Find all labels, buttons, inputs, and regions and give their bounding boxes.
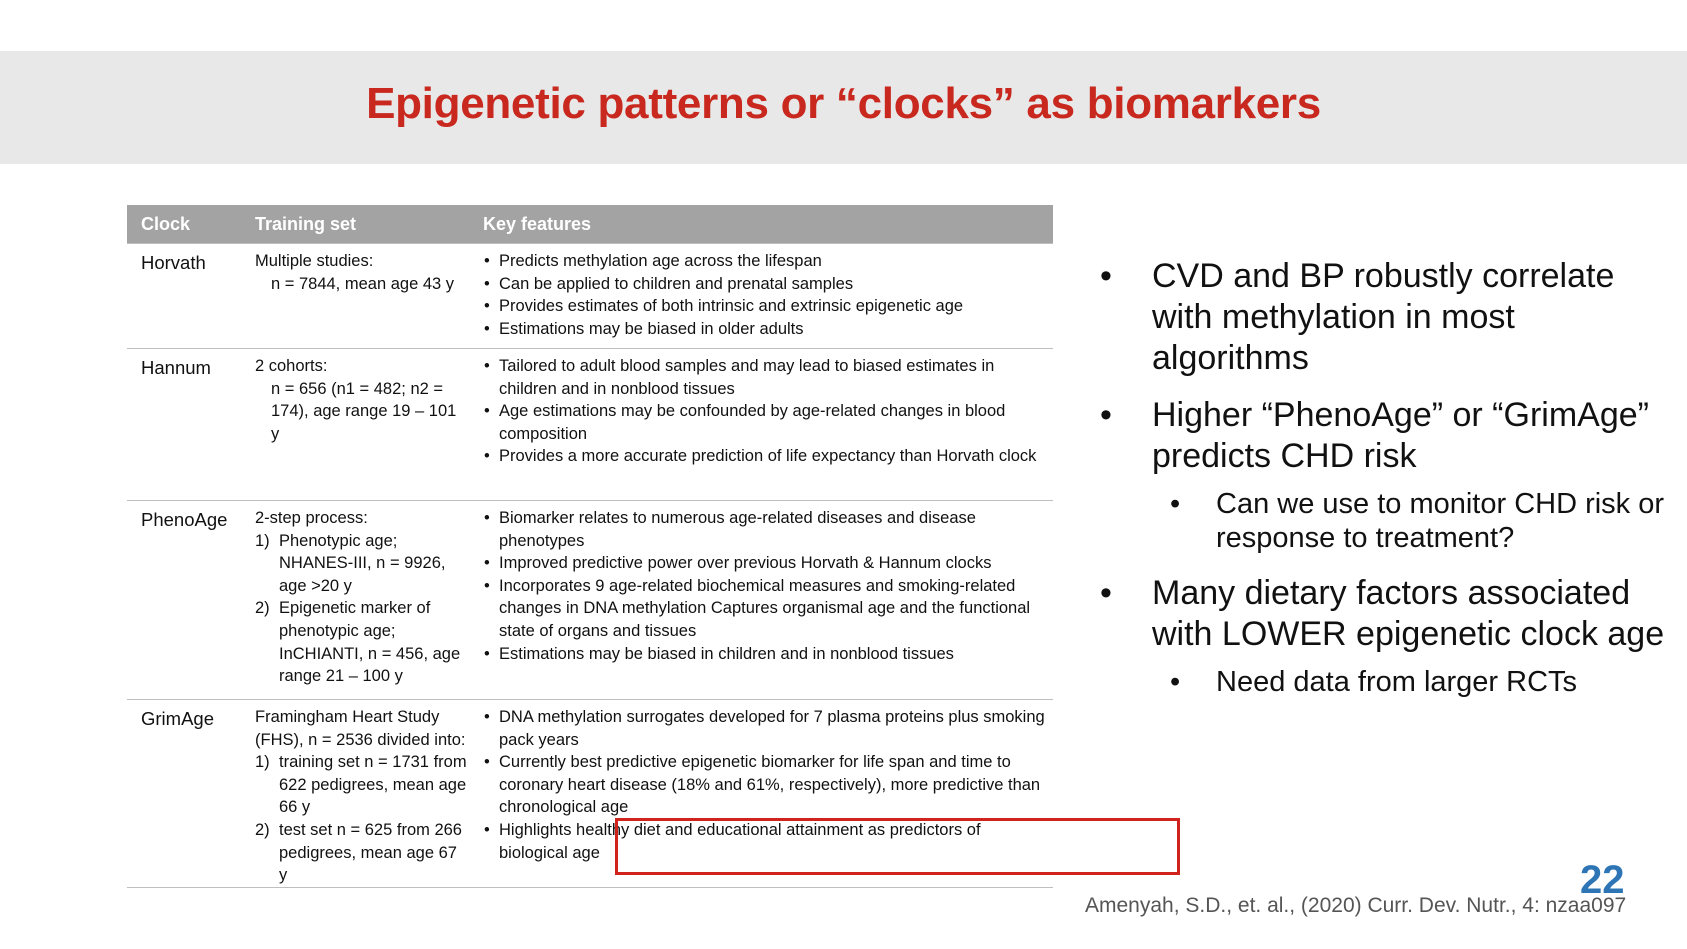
clock-name: Horvath	[127, 244, 241, 349]
clock-table-container	[127, 205, 1053, 885]
sub-bullet-item: • Can we use to monitor CHD risk or response to treatment?	[1100, 487, 1680, 555]
table-header-row	[127, 205, 1053, 244]
training-line: Multiple studies:	[255, 252, 374, 270]
step-number: 1)	[255, 531, 270, 550]
table-row-horvath	[127, 244, 1053, 349]
feature-item: • Provides a more accurate prediction of life expectancy than Horvath clock	[483, 445, 1053, 468]
slide-title: Epigenetic patterns or “clocks” as biomarkers	[366, 79, 1321, 128]
bullet-item: • Higher “PhenoAge” or “GrimAge” predicts CHD risk	[1100, 395, 1680, 477]
step-number: 2)	[255, 820, 270, 839]
training-line: 2 cohorts:	[255, 357, 328, 375]
feature-item-highlighted: • Highlights healthy diet and educational attainment as predictors of biological age	[483, 819, 1053, 864]
step-text: training set n = 1731 from 622 pedigrees, mean age 66 y	[279, 753, 467, 817]
table-row-hannum	[127, 349, 1053, 501]
step-text: Phenotypic age; NHANES-III, n = 9926, age >20 y	[279, 531, 446, 595]
citation: Amenyah, S.D., et. al., (2020) Curr. Dev. Nutr., 4: nzaa097	[1085, 894, 1627, 917]
training-set-cell	[241, 244, 469, 349]
bullet-list	[1100, 256, 1680, 717]
page-number: 22	[1580, 858, 1625, 902]
training-line: 174), age range 19 – 101 y	[271, 402, 457, 443]
feature-item: • Improved predictive power over previous Horvath & Hannum clocks	[483, 552, 1053, 575]
feature-item: • Predicts methylation age across the lifespan	[483, 250, 1053, 273]
training-step	[255, 819, 469, 887]
feature-item: • Age estimations may be confounded by age-related changes in blood composition	[483, 400, 1053, 445]
clock-name: PhenoAge	[127, 501, 241, 700]
training-line: 2-step process:	[255, 509, 368, 527]
training-step	[255, 530, 469, 598]
sub-bullet-item: • Need data from larger RCTs	[1100, 665, 1680, 699]
clock-name: Hannum	[127, 349, 241, 501]
header-key-features: Key features	[469, 205, 1053, 244]
table-row-phenoage	[127, 501, 1053, 700]
training-set-cell	[241, 501, 469, 700]
feature-item: • Estimations may be biased in older adults	[483, 318, 1053, 341]
clock-name: GrimAge	[127, 700, 241, 888]
feature-item: • Biomarker relates to numerous age-related diseases and disease phenotypes	[483, 507, 1053, 552]
header-clock: Clock	[127, 205, 241, 244]
key-features-cell	[469, 244, 1053, 349]
step-number: 1)	[255, 753, 270, 772]
step-text: Epigenetic marker of phenotypic age; InCHIANTI, n = 456, age range 21 – 100 y	[279, 599, 461, 686]
step-number: 2)	[255, 599, 270, 618]
header-training-set: Training set	[241, 205, 469, 244]
bullet-item: • CVD and BP robustly correlate with methylation in most algorithms	[1100, 256, 1680, 379]
key-features-cell	[469, 349, 1053, 501]
training-line: n = 656 (n1 = 482; n2 =	[271, 379, 444, 398]
training-set-cell	[241, 349, 469, 501]
feature-item: • Tailored to adult blood samples and may lead to biased estimates in children and in nonblood tissues	[483, 355, 1053, 400]
bullet-item: • Many dietary factors associated with LOWER epigenetic clock age	[1100, 573, 1680, 655]
feature-item: • Incorporates 9 age-related biochemical measures and smoking-related changes in DNA methylation Captures organismal age and the functional state of organs and tissues	[483, 575, 1053, 643]
training-line: Framingham Heart Study (FHS), n = 2536 divided into:	[255, 708, 466, 749]
training-set-cell	[241, 700, 469, 888]
training-step	[255, 751, 469, 819]
key-features-cell	[469, 501, 1053, 700]
feature-item: • Provides estimates of both intrinsic and extrinsic epigenetic age	[483, 295, 1053, 318]
feature-item: • Currently best predictive epigenetic biomarker for life span and time to coronary heart disease (18% and 61%, respectively), more predictive than chronological age	[483, 751, 1053, 819]
feature-item: • DNA methylation surrogates developed for 7 plasma proteins plus smoking pack years	[483, 706, 1053, 751]
highlight-box	[615, 818, 1180, 875]
training-step	[255, 597, 469, 687]
title-bar	[0, 51, 1687, 164]
feature-item: • Estimations may be biased in children and in nonblood tissues	[483, 643, 1053, 666]
training-line: n = 7844, mean age 43 y	[271, 274, 455, 293]
step-text: test set n = 625 from 266 pedigrees, mean age 67 y	[279, 820, 462, 885]
clock-table	[127, 205, 1053, 888]
feature-item: • Can be applied to children and prenatal samples	[483, 273, 1053, 296]
